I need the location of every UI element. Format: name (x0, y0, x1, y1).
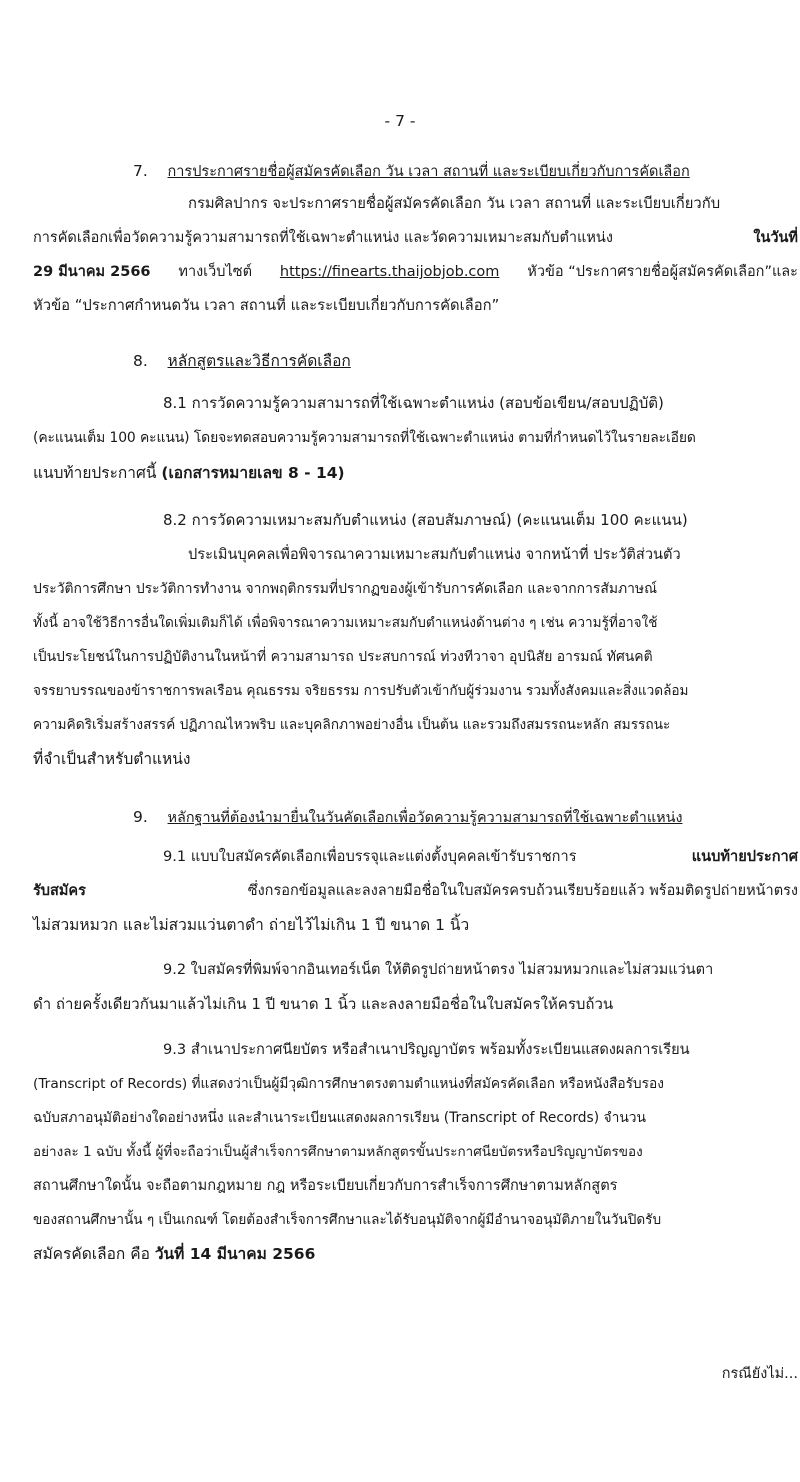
paragraph-line: 9.2 ใบสมัครที่พิมพ์จากอินเทอร์เน็ต ให้ติดรูปถ่ายหน้าตรง ไม่สวมหมวกและไม่สวมแว่นตา (163, 962, 714, 978)
text-run: แนบท้ายประกาศนี้ (33, 464, 157, 482)
section-heading: หลักฐานที่ต้องนำมายื่นในวันคัดเลือกเพื่อวัดความรู้ความสามารถที่ใช้เฉพาะตำแหน่ง (167, 810, 683, 826)
section-7-heading-line (133, 160, 800, 183)
paragraph-line: ฉบับสภาอนุมัติอย่างใดอย่างหนึ่ง และสำเนาระเบียนแสดงผลการเรียน (Transcript of Records) จำนวน (33, 1110, 646, 1126)
website-link[interactable]: https://finearts.thaijobjob.com (279, 264, 500, 280)
text-run: 9.1 แบบใบสมัครคัดเลือกเพื่อบรรจุและแต่งตั้งบุคคลเข้ารับราชการ (163, 848, 577, 865)
paragraph-line: ความคิดริเริ่มสร้างสรรค์ ปฏิภาณไหวพริบ และบุคลิกภาพอย่างอื่น เป็นต้น และรวมถึงสมรรถนะหลัก สมรรถนะ (33, 717, 671, 733)
paragraph-line (33, 462, 800, 484)
bold-text: ในวันที่ (753, 230, 798, 246)
section-number: 9. (133, 808, 148, 826)
paragraph-line: เป็นประโยชน์ในการปฏิบัติงานในหน้าที่ ความสามารถ ประสบการณ์ ท่วงทีวาจา อุปนิสัย อารมณ์ ทัศนคติ (33, 649, 653, 665)
continuation-note: กรณียังไม่... (721, 1366, 798, 1382)
bold-text: แนบท้ายประกาศ (691, 848, 798, 865)
paragraph-line: (Transcript of Records) ที่แสดงว่าเป็นผู้มีวุฒิการศึกษาตรงตามตำแหน่งที่สมัครคัดเลือก หรือหนังสือรับรอง (33, 1076, 664, 1092)
section-heading: การประกาศรายชื่อผู้สมัครคัดเลือก วัน เวลา สถานที่ และระเบียบเกี่ยวกับการคัดเลือก (167, 164, 690, 180)
paragraph-line (33, 1243, 800, 1265)
paragraph-line: 8.1 การวัดความรู้ความสามารถที่ใช้เฉพาะตำแหน่ง (สอบข้อเขียน/สอบปฏิบัติ) (163, 394, 664, 412)
paragraph-line: (คะแนนเต็ม 100 คะแนน) โดยจะทดสอบความรู้ความสามารถที่ใช้เฉพาะตำแหน่ง ตามที่กำหนดไว้ในรายละเอียด (33, 430, 696, 446)
paragraph-line: จรรยาบรรณของข้าราชการพลเรือน คุณธรรม จริยธรรม การปรับตัวเข้ากับผู้ร่วมงาน รวมทั้งสังคมและสิ่งแวดล้อม (33, 683, 689, 699)
paragraph-line: ไม่สวมหมวก และไม่สวมแว่นตาดำ ถ่ายไว้ไม่เกิน 1 ปี ขนาด 1 นิ้ว (33, 916, 470, 934)
paragraph-line: อย่างละ 1 ฉบับ ทั้งนี้ ผู้ที่จะถือว่าเป็นผู้สำเร็จการศึกษาตามหลักสูตรขั้นประกาศนียบัตรหรือปริญญาบัตรของ (33, 1144, 643, 1160)
paragraph-line: ที่จำเป็นสำหรับตำแหน่ง (33, 750, 191, 768)
paragraph-line: ประวัติการศึกษา ประวัติการทำงาน จากพฤติกรรมที่ปรากฏของผู้เข้ารับการคัดเลือก และจากการสัมภาษณ์ (33, 581, 657, 597)
paragraph-line: ของสถานศึกษานั้น ๆ เป็นเกณฑ์ โดยต้องสำเร็จการศึกษาและได้รับอนุมัติจากผู้มีอำนาจอนุมัติภายในวันปิดรับ (33, 1212, 662, 1228)
page-number: - 7 - (384, 112, 416, 130)
paragraph-line: หัวข้อ “ประกาศกำหนดวัน เวลา สถานที่ และระเบียบเกี่ยวกับการคัดเลือก” (33, 297, 500, 314)
bold-text: รับสมัคร (33, 883, 86, 899)
section-number: 8. (133, 352, 148, 370)
text-run: การคัดเลือกเพื่อวัดความรู้ความสามารถที่ใช้เฉพาะตำแหน่ง และวัดความเหมาะสมกับตำแหน่ง (33, 230, 613, 246)
section-heading: หลักสูตรและวิธีการคัดเลือก (167, 352, 351, 370)
paragraph-line: กรมศิลปากร จะประกาศรายชื่อผู้สมัครคัดเลือก วัน เวลา สถานที่ และระเบียบเกี่ยวกับ (188, 195, 721, 212)
section-9-heading-line (133, 806, 800, 829)
section-8-heading-line (133, 350, 800, 372)
paragraph-line (33, 227, 798, 249)
bold-text: (เอกสารหมายเลข 8 - 14) (161, 464, 345, 482)
bold-date: วันที่ 14 มีนาคม 2566 (154, 1245, 316, 1263)
paragraph-line: 8.2 การวัดความเหมาะสมกับตำแหน่ง (สอบสัมภาษณ์) (คะแนนเต็ม 100 คะแนน) (163, 511, 688, 529)
paragraph-line: ดำ ถ่ายครั้งเดียวกันมาแล้วไม่เกิน 1 ปี ขนาด 1 นิ้ว และลงลายมือชื่อในใบสมัครให้ครบถ้วน (33, 995, 614, 1013)
text-run: หัวข้อ “ประกาศรายชื่อผู้สมัครคัดเลือก”และ (527, 264, 798, 280)
paragraph-line (163, 846, 798, 868)
bold-date: 29 มีนาคม 2566 (33, 264, 151, 280)
paragraph-line (33, 261, 798, 283)
paragraph-line: ทั้งนี้ อาจใช้วิธีการอื่นใดเพิ่มเติมก็ได้ เพื่อพิจารณาความเหมาะสมกับตำแหน่งด้านต่าง ๆ เช่น ความรู้ที่อาจใช้ (33, 615, 658, 631)
section-number: 7. (133, 162, 148, 180)
text-run: ทางเว็บไซต์ (178, 264, 253, 280)
text-run: สมัครคัดเลือก คือ (33, 1245, 150, 1263)
paragraph-line: ประเมินบุคคลเพื่อพิจารณาความเหมาะสมกับตำแหน่ง จากหน้าที่ ประวัติส่วนตัว (188, 546, 681, 563)
paragraph-line (33, 880, 798, 902)
paragraph-line: 9.3 สำเนาประกาศนียบัตร หรือสำเนาปริญญาบัตร พร้อมทั้งระเบียนแสดงผลการเรียน (163, 1041, 690, 1058)
paragraph-line: สถานศึกษาใดนั้น จะถือตามกฎหมาย กฎ หรือระเบียบเกี่ยวกับการสำเร็จการศึกษาตามหลักสูตร (33, 1177, 618, 1194)
text-run: ซึ่งกรอกข้อมูลและลงลายมือชื่อในใบสมัครครบถ้วนเรียบร้อยแล้ว พร้อมติดรูปถ่ายหน้าตรง (247, 883, 798, 899)
